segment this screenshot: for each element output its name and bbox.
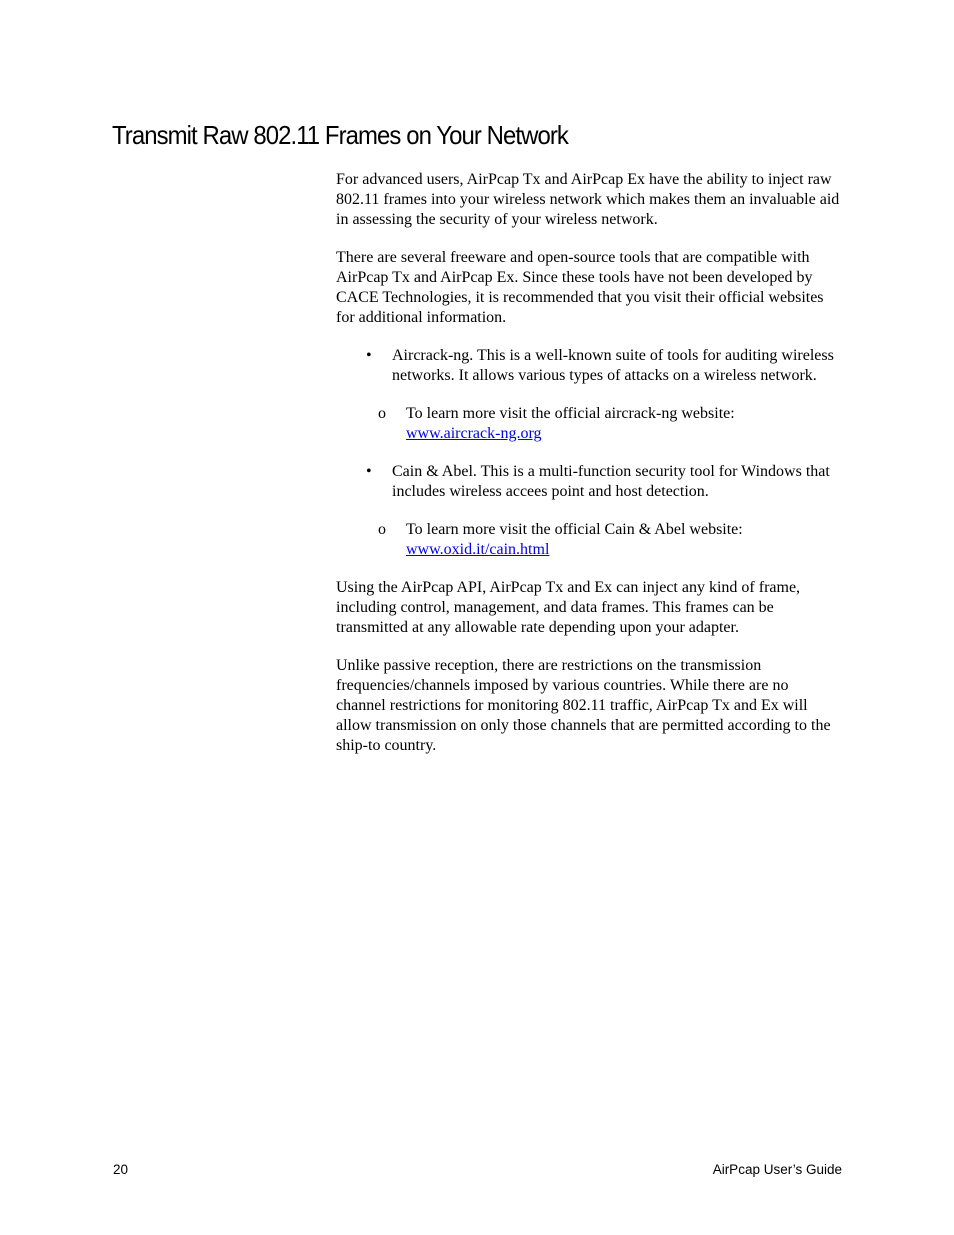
document-title-footer: AirPcap User’s Guide — [712, 1162, 842, 1177]
sub-bullet-marker: o — [378, 521, 386, 538]
cain-website-link[interactable]: www.oxid.it/cain.html — [406, 541, 550, 558]
sub-item-aircrack — [336, 404, 841, 444]
sub-item-cain — [336, 520, 841, 560]
sub-item-text: To learn more visit the official Cain & Abel website: — [406, 521, 743, 538]
page-number: 20 — [113, 1162, 129, 1177]
aircrack-website-link[interactable]: www.aircrack-ng.org — [406, 425, 542, 442]
bullet-item-cain — [336, 462, 841, 502]
sub-item-text: To learn more visit the official aircrack-ng website: — [406, 405, 735, 422]
section-heading: Transmit Raw 802.11 Frames on Your Network — [112, 120, 568, 150]
bullet-item-aircrack — [336, 346, 841, 386]
intro-paragraph: For advanced users, AirPcap Tx and AirPcap Ex have the ability to inject raw 802.11 frames into your wireless network which makes them an invaluable aid in assessing the security of your wireless network. — [336, 171, 840, 228]
bullet-text: Cain & Abel. This is a multi-function security tool for Windows that includes wireless accees point and host detection. — [392, 463, 830, 500]
bullet-marker: • — [366, 463, 372, 480]
api-paragraph: Using the AirPcap API, AirPcap Tx and Ex can inject any kind of frame, including control, management, and data frames. This frames can be transmitted at any allowable rate depending upon your adapter. — [336, 579, 801, 636]
body-column — [336, 170, 841, 774]
restrictions-paragraph: Unlike passive reception, there are restrictions on the transmission frequencies/channels imposed by various countries. While there are no channel restrictions for monitoring 802.11 traffic, AirPcap Tx and Ex will allow transmission on only those channels that are permitted according to the ship-to country. — [336, 657, 831, 754]
sub-bullet-marker: o — [378, 405, 386, 422]
bullet-text: Aircrack-ng. This is a well-known suite of tools for auditing wireless networks. It allows various types of attacks on a wireless network. — [392, 347, 834, 384]
tools-paragraph: There are several freeware and open-source tools that are compatible with AirPcap Tx and AirPcap Ex. Since these tools have not been developed by CACE Technologies, it is recommended that you visit their official websites for additional information. — [336, 249, 824, 326]
bullet-marker: • — [366, 347, 372, 364]
